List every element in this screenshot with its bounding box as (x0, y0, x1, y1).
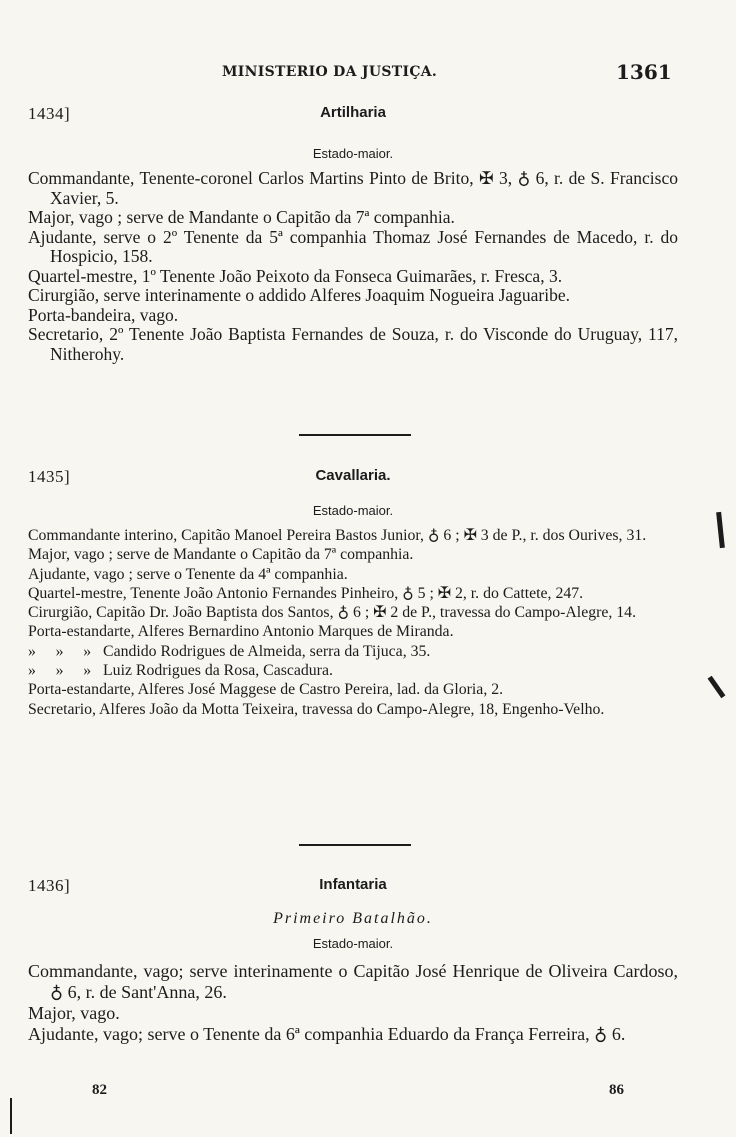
section-title: Cavallaria. (315, 467, 391, 484)
entry: Major, vago. (28, 1003, 120, 1023)
section-title: Artilharia (320, 104, 386, 121)
margin-mark (10, 1098, 12, 1134)
entry: Cirurgião, Capitão Dr. João Baptista dos Santos, ♁ 6 ; ✠ 2 de P., travessa do Campo-Alegre, 14. (28, 604, 637, 622)
section-heading (28, 467, 678, 491)
section-cavallaria (28, 467, 678, 719)
section-number: 1435] (28, 467, 71, 486)
section-artilharia (28, 104, 678, 364)
section-infantaria (28, 876, 678, 1045)
entry: Commandante, vago; serve interinamente o Capitão José Henrique de Oliveira Cardoso, ♁ 6, r. de Sant'Anna, 26. (28, 961, 678, 1002)
entry: Porta-estandarte, Alferes Bernardino Antonio Marques de Miranda. (28, 623, 454, 641)
entry-list (28, 169, 678, 364)
entry: Quartel-mestre, 1º Tenente João Peixoto da Fonseca Guimarães, r. Fresca, 3. (28, 265, 563, 286)
section-subtitle: Estado-maior. (312, 503, 394, 518)
entry: Porta-estandarte, Alferes José Maggese de Castro Pereira, lad. da Gloria, 2. (28, 681, 504, 699)
entry: Commandante interino, Capitão Manoel Pereira Bastos Junior, ♁ 6 ; ✠ 3 de P., r. dos Ourives, 31. (28, 527, 647, 544)
entry: Ajudante, vago ; serve o Tenente da 4ª companhia. (28, 565, 348, 583)
page-number: 1361 (616, 60, 672, 84)
section-number: 1434] (28, 104, 71, 123)
section-divider (299, 434, 411, 436)
entry: Major, vago ; serve de Mandante o Capitão da 7ª companhia. (28, 546, 414, 564)
entry: Porta-bandeira, vago. (28, 304, 179, 325)
section-divider (299, 844, 411, 846)
subsection-title: Primeiro Batalhão. (273, 910, 433, 927)
entry-list (28, 526, 678, 719)
footer-right-number: 86 (609, 1082, 624, 1098)
section-number: 1436] (28, 876, 71, 895)
section-heading (28, 104, 678, 128)
footer-left-number: 82 (92, 1082, 107, 1098)
entry: » » » Candido Rodrigues de Almeida, serra da Tijuca, 35. (28, 642, 431, 660)
margin-mark (716, 512, 725, 548)
entry: Cirurgião, serve interinamente o addido Alferes Joaquim Nogueira Jaguaribe. (28, 285, 571, 305)
entry: Ajudante, serve o 2º Tenente da 5ª companhia Thomaz José Fernandes de Macedo, r. do Hospicio, 158. (28, 226, 678, 266)
section-subtitle: Estado-maior. (312, 146, 394, 161)
entry: Secretario, Alferes João da Motta Teixeira, travessa do Campo-Alegre, 18, Engenho-Velho. (28, 700, 605, 718)
entry: Secretario, 2º Tenente João Baptista Fernandes de Souza, r. do Visconde do Uruguay, 117, Nitherohy. (28, 324, 678, 364)
running-head (0, 62, 736, 86)
section-title: Infantaria (319, 876, 387, 893)
margin-mark (708, 676, 726, 699)
entry: Major, vago ; serve de Mandante o Capitão da 7ª companhia. (28, 207, 455, 227)
entry: Ajudante, vago; serve o Tenente da 6ª companhia Eduardo da França Ferreira, ♁ 6. (28, 1024, 626, 1044)
running-title: MINISTERIO DA JUSTIÇA. (222, 64, 438, 80)
entry: Commandante, Tenente-coronel Carlos Martins Pinto de Brito, ✠ 3, ♁ 6, r. de S. Francisco Xavier, 5. (28, 168, 678, 208)
entry: » » » Luiz Rodrigues da Rosa, Cascadura. (28, 662, 333, 680)
section-subtitle: Estado-maior. (312, 936, 394, 951)
section-heading (28, 876, 678, 900)
entry: Quartel-mestre, Tenente João Antonio Fernandes Pinheiro, ♁ 5 ; ✠ 2, r. do Cattete, 247. (28, 584, 584, 602)
entry-list (28, 961, 678, 1045)
